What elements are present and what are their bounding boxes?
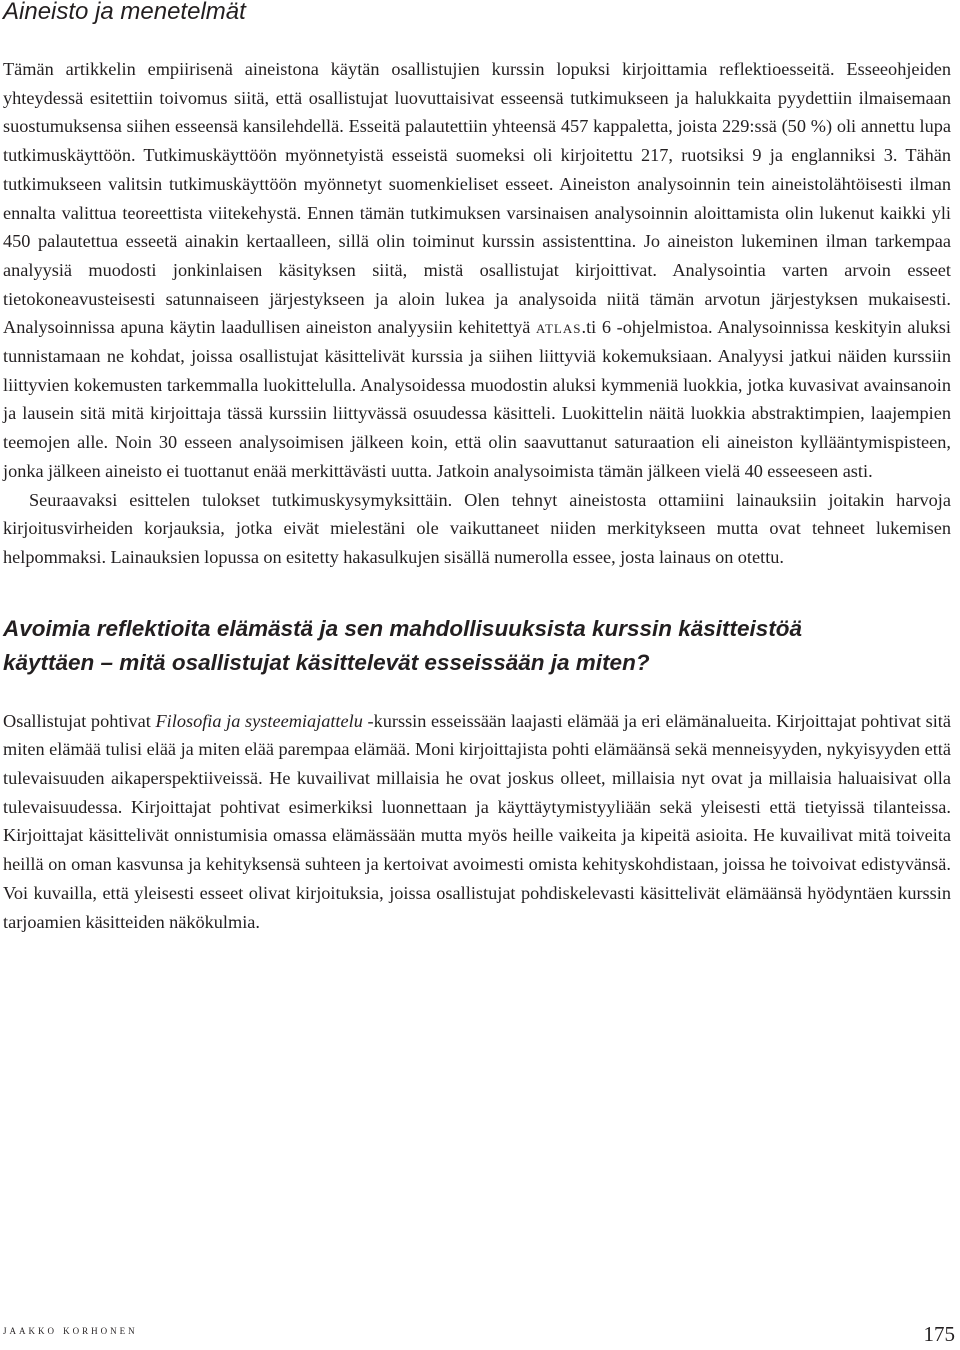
section-heading-materials-methods: Aineisto ja menetelmät <box>3 0 246 25</box>
paragraph-reflections-lead: Osallistujat pohtivat <box>3 710 156 731</box>
paragraph-materials <box>3 55 951 486</box>
section-heading-line-1: Avoimia reflektioita elämästä ja sen mahdollisuuksista kurssin käsitteistöä <box>3 615 803 641</box>
spacer <box>3 27 951 55</box>
spacer <box>3 572 951 612</box>
running-footer-author: jaakko korhonen <box>3 1323 138 1337</box>
page-footer <box>3 1320 955 1350</box>
page-number: 175 <box>923 1322 955 1346</box>
paragraph-materials-text-2: .ti 6 -ohjelmistoa. Analysoinnissa keskityin aluksi tunnistamaan ne kohdat, joissa osallistujat käsittelivät kurssia ja siihen liittyviä kokemuksiaan. Analyysi jatkui näiden kurssiin liittyvien kokemusten tarkemmalla luokittelulla. Analysoidessa muodostin aluksi kymmeniä luokkia, jotka kuvasivat avainsanoin ja lausein sitä mitä kirjoittaja tässä kurssiin liittyvässä osuudessa käsitteli. Luokittelin näitä luokkia abstraktimpien, laajempien teemojen alle. Noin 30 esseen analysoimisen jälkeen koin, että olin saavuttanut saturaation eli aineiston kyllääntymispisteen, jonka jälkeen aineisto ei tuottanut enää merkittävästi uutta. Jatkoin analysoimista tämän jälkeen vielä 40 esseeseen asti. <box>3 317 951 481</box>
section-heading-line-2: käyttäen – mitä osallistujat käsittelevät esseissään ja miten? <box>3 649 650 675</box>
paragraph-reflections-text: -kurssin esseissään laajasti elämää ja eri elämänalueita. Kirjoittajat pohtivat sitä miten elämää tulisi elää ja miten elää parempaa elämää. Moni kirjoittajista pohti elämäänsä sekä menneisyyden, nykyisyyden että tulevaisuuden aikaperspektiiveissä. He kuvailivat millaisia he ovat joskus olleet, millaisia nyt ovat ja millaisia haluaisivat olla tulevaisuudessa. Kirjoittajat pohtivat esimerkiksi luonnettaan ja käyttäytymistyyliään sekä yleisesti että tietyissä tilanteissa. Kirjoittajat käsittelivät onnistumisia omassa elämässään mutta myös heille vaikeita ja kipeitä asioita. He kuvailivat mitä toiveita heillä on oman kasvunsa ja kehityksensä suhteen ja kertoivat avoimesti omista kehityskohdistaan, joissa he toivoivat edistyvänsä. Voi kuvailla, että yleisesti esseet olivat kirjoituksia, joissa osallistujat pohdiskelevasti käsittelivät elämäänsä hyödyntäen kurssin tarjoamien käsitteiden näkökulmia. <box>3 710 951 932</box>
software-name-atlas: atlas <box>536 317 582 338</box>
paragraph-reflections <box>3 707 951 937</box>
paragraph-materials-text-1: Tämän artikkelin empiirisenä aineistona käytän osallistujien kurssin lopuksi kirjoittamia reflektioesseitä. Esseeohjeiden yhteydessä esitettiin toivomus siitä, että osallistujat luovuttaisivat esseensä tutkimukseen ja halukkaita pyydettiin ilmaisemaan suostumuksensa siihen esseensä kansilehdellä. Esseitä palautettiin yhteensä 457 kappaletta, joista 229:ssä (50 %) oli annettu lupa tutkimuskäyttöön. Tutkimuskäyttöön myönnetyistä esseistä suomeksi oli kirjoitettu 217, ruotsiksi 9 ja englanniksi 3. Tähän tutkimukseen valitsin tutkimuskäyttöön myönnetyt suomenkieliset esseet. Aineiston analysoinnin tein aineistolähtöisesti ilman ennalta valittua teoreettista viitekehystä. Ennen tämän tutkimuksen varsinaisen analysoinnin aloittamista olin lukenut kaikki yli 450 palautettua esseetä ainakin kertaalleen, sillä olin toiminut kurssin assistenttina. Jo aineiston lukeminen ilman tarkempaa analyysiä muodosti jonkinlaisen käsityksen siitä, mistä osallistujat kirjoittivat. Analysointia varten arvoin esseet tietokoneavusteisesti satunnaiseen järjestykseen ja aloin lukea ja analysoida niitä tämän arvotun järjestyksen mukaisesti. Analysoinnissa apuna käytin laadullisen aineiston analyysiin kehitettyä <box>3 59 951 338</box>
page-body <box>3 0 951 936</box>
section-heading-reflections <box>3 612 951 680</box>
paragraph-results-intro: Seuraavaksi esittelen tulokset tutkimuskysymyksittäin. Olen tehnyt aineistosta ottamiini lainauksiin joitakin harvoja kirjoitusvirheiden korjauksia, jotka eivät mielestäni ole vaikuttaneet niiden merkitykseen mutta ovat tehneet lukemisen helpommaksi. Lainauksien lopussa on esitetty hakasulkujen sisällä numerolla essee, josta lainaus on otettu. <box>3 489 951 567</box>
spacer <box>3 680 951 707</box>
course-name: Filosofia ja systeemiajattelu <box>155 710 363 731</box>
